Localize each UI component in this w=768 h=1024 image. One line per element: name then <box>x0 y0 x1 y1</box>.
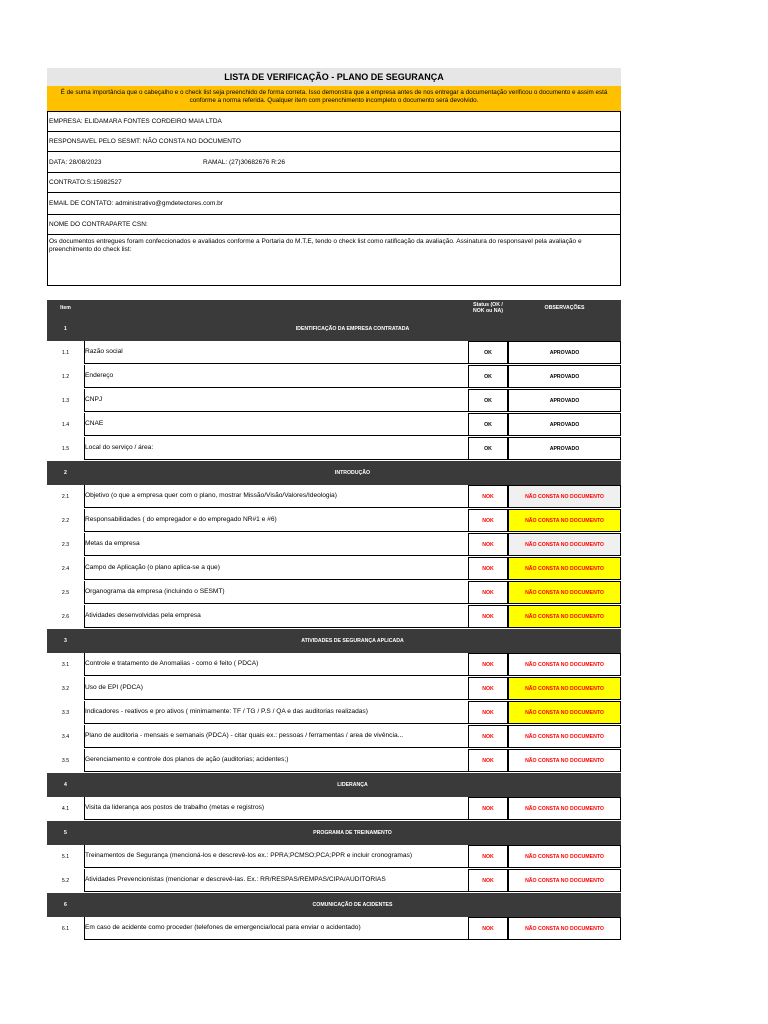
table-row <box>47 677 621 701</box>
item-description: Em caso de acidente como proceder (telefones de emergencia/local para enviar o acidentado) <box>84 917 468 940</box>
checklist-sheet <box>47 68 621 941</box>
observation-cell[interactable]: APROVADO <box>508 413 621 436</box>
item-description: Controle e tratamento de Anomalias - como é feito ( PDCA) <box>84 653 468 676</box>
observation-cell[interactable]: NÃO CONSTA NO DOCUMENTO <box>508 605 621 628</box>
table-row <box>47 389 621 413</box>
table-row <box>47 485 621 509</box>
status-cell[interactable]: NOK <box>468 749 508 772</box>
item-description: CNAE <box>84 413 468 436</box>
status-cell[interactable]: NOK <box>468 581 508 604</box>
section-header <box>47 461 621 485</box>
observation-cell[interactable]: NÃO CONSTA NO DOCUMENTO <box>508 749 621 772</box>
observation-cell[interactable]: NÃO CONSTA NO DOCUMENTO <box>508 653 621 676</box>
table-row <box>47 557 621 581</box>
status-cell[interactable]: NOK <box>468 509 508 532</box>
status-cell[interactable]: NOK <box>468 869 508 892</box>
item-number: 1.4 <box>61 422 70 428</box>
section-number: 4 <box>64 782 67 788</box>
item-number: 3.1 <box>61 662 70 668</box>
item-description: Organograma da empresa (incluindo o SESMT) <box>84 581 468 604</box>
table-row <box>47 533 621 557</box>
item-description: Endereço <box>84 365 468 388</box>
item-number: 6.1 <box>61 926 70 932</box>
status-cell[interactable]: NOK <box>468 797 508 820</box>
status-cell[interactable]: OK <box>468 341 508 364</box>
item-number: 2.1 <box>61 494 70 500</box>
observation-cell[interactable]: NÃO CONSTA NO DOCUMENTO <box>508 557 621 580</box>
email-row: EMAIL DE CONTATO: administrativo@gmdetectores.com.br <box>48 193 620 215</box>
table-row <box>47 437 621 461</box>
status-cell[interactable]: NOK <box>468 917 508 940</box>
item-description: Campo de Aplicação (o plano aplica-se a que) <box>84 557 468 580</box>
table-row <box>47 701 621 725</box>
item-number: 5.1 <box>61 854 70 860</box>
header-item: Item <box>60 305 71 311</box>
item-description: Objetivo (o que a empresa quer com o plano, mostrar Missão/Visão/Valores/Ideologia) <box>84 485 468 508</box>
section-title: INTRODUÇÃO <box>334 470 371 476</box>
table-row <box>47 797 621 821</box>
item-description: Uso de EPI (PDCA) <box>84 677 468 700</box>
observation-cell[interactable]: NÃO CONSTA NO DOCUMENTO <box>508 485 621 508</box>
section-header <box>47 629 621 653</box>
sesmt-row: RESPONSAVEL PELO SESMT: NÃO CONSTA NO DOCUMENTO <box>48 132 620 152</box>
section-title: ATIVIDADES DE SEGURANÇA APLICADA <box>301 638 404 644</box>
section-number: 5 <box>64 830 67 836</box>
item-number: 3.4 <box>61 734 70 740</box>
item-number: 3.5 <box>61 758 70 764</box>
item-number: 3.2 <box>61 686 70 692</box>
declaration-row: Os documentos entregues foram confeccionados e avaliados conforme a Portaria do M.T.E, tendo o check list como ratificação da avaliação. Assinatura do responsavel pela avaliação e preenchimento do check list: <box>49 238 582 253</box>
item-number: 2.5 <box>61 590 70 596</box>
observation-cell[interactable]: NÃO CONSTA NO DOCUMENTO <box>508 917 621 940</box>
item-description: Indicadores - reativos e pro ativos ( minimamente: TF / TG / P.S / QA e das auditorias realizadas) <box>84 701 468 724</box>
contract-row: CONTRATO:S:15982527 <box>48 173 620 193</box>
status-cell[interactable]: OK <box>468 365 508 388</box>
observation-cell[interactable]: NÃO CONSTA NO DOCUMENTO <box>508 533 621 556</box>
section-header <box>47 773 621 797</box>
section-header <box>47 317 621 341</box>
observation-cell[interactable]: NÃO CONSTA NO DOCUMENTO <box>508 677 621 700</box>
status-cell[interactable]: NOK <box>468 677 508 700</box>
table-row <box>47 341 621 365</box>
item-description: Plano de auditoria - mensais e semanais (PDCA) - citar quais ex.: pessoas / ferramentas / area de vivência... <box>84 725 468 748</box>
item-number: 2.3 <box>61 542 70 548</box>
table-row <box>47 845 621 869</box>
observation-cell[interactable]: NÃO CONSTA NO DOCUMENTO <box>508 581 621 604</box>
table-header <box>47 300 621 317</box>
item-number: 2.6 <box>61 614 70 620</box>
observation-cell[interactable]: APROVADO <box>508 341 621 364</box>
observation-cell[interactable]: NÃO CONSTA NO DOCUMENTO <box>508 701 621 724</box>
item-number: 1.2 <box>61 374 70 380</box>
table-row <box>47 749 621 773</box>
status-cell[interactable]: OK <box>468 389 508 412</box>
table-row <box>47 365 621 389</box>
item-description: Atividades Prevencionistas (mencionar e descrevê-las. Ex.: RR/RESPAS/REMPAS/CIPA/AUDITORIAS <box>84 869 468 892</box>
item-number: 3.3 <box>61 710 70 716</box>
status-cell[interactable]: NOK <box>468 557 508 580</box>
observation-cell[interactable]: NÃO CONSTA NO DOCUMENTO <box>508 845 621 868</box>
item-number: 4.1 <box>61 806 70 812</box>
item-number: 5.2 <box>61 878 70 884</box>
header-observations: OBSERVAÇÕES <box>544 305 585 311</box>
section-title: LIDERANÇA <box>337 782 368 788</box>
item-description: CNPJ <box>84 389 468 412</box>
ramal-value: RAMAL: (27)30682676 R:26 <box>203 159 286 166</box>
section-number: 2 <box>64 470 67 476</box>
observation-cell[interactable]: NÃO CONSTA NO DOCUMENTO <box>508 725 621 748</box>
instructions-notice: É de suma importância que o cabeçalho e o check list seja preenchido de forma correta. Isso demonstra que a empresa antes de nos entregar a documentação verificou o documento e assim está conforme a norma referida. Qualquer item com preenchimento incompleto o documento será devolvido. <box>47 86 621 111</box>
table-row <box>47 653 621 677</box>
section-title: IDENTIFICAÇÃO DA EMPRESA CONTRATADA <box>295 326 410 332</box>
header-info-block <box>47 111 621 286</box>
section-number: 3 <box>64 638 67 644</box>
table-row <box>47 917 621 941</box>
item-number: 2.2 <box>61 518 70 524</box>
observation-cell[interactable]: NÃO CONSTA NO DOCUMENTO <box>508 869 621 892</box>
item-description: Metas da empresa <box>84 533 468 556</box>
status-cell[interactable]: NOK <box>468 605 508 628</box>
section-number: 6 <box>64 902 67 908</box>
status-cell[interactable]: NOK <box>468 701 508 724</box>
item-number: 1.5 <box>61 446 70 452</box>
document-title: LISTA DE VERIFICAÇÃO - PLANO DE SEGURANÇA <box>47 68 621 86</box>
status-cell[interactable]: NOK <box>468 845 508 868</box>
section-header <box>47 893 621 917</box>
table-row <box>47 725 621 749</box>
observation-cell[interactable]: APROVADO <box>508 389 621 412</box>
counterpart-row: NOME DO CONTRAPARTE CSN: <box>48 215 620 235</box>
item-description: Responsabilidades ( do empregador e do empregado NR#1 e #6) <box>84 509 468 532</box>
status-cell[interactable]: OK <box>468 437 508 460</box>
table-row <box>47 869 621 893</box>
status-cell[interactable]: OK <box>468 413 508 436</box>
item-number: 2.4 <box>61 566 70 572</box>
item-description: Atividades desenvolvidas pela empresa <box>84 605 468 628</box>
section-number: 1 <box>64 326 67 332</box>
item-description: Razão social <box>84 341 468 364</box>
table-row <box>47 581 621 605</box>
table-row <box>47 413 621 437</box>
item-number: 1.1 <box>61 350 70 356</box>
table-row <box>47 605 621 629</box>
observation-cell[interactable]: NÃO CONSTA NO DOCUMENTO <box>508 797 621 820</box>
status-cell[interactable]: NOK <box>468 653 508 676</box>
observation-cell[interactable]: NÃO CONSTA NO DOCUMENTO <box>508 509 621 532</box>
status-cell[interactable]: NOK <box>468 533 508 556</box>
observation-cell[interactable]: APROVADO <box>508 437 621 460</box>
item-description: Visita da liderança aos postos de trabalho (metas e registros) <box>84 797 468 820</box>
date-value: DATA: 28/08/2023 <box>49 159 102 166</box>
item-description: Treinamentos de Segurança (mencioná-los e descrevê-los ex.: PPRA;PCMSO;PCA;PPR e incluir cronogramas) <box>84 845 468 868</box>
header-status: Status (OK / NOK ou NA) <box>473 302 503 314</box>
section-title: COMUNICAÇÃO DE ACIDENTES <box>312 902 393 908</box>
observation-cell[interactable]: APROVADO <box>508 365 621 388</box>
section-title: PROGRAMA DE TREINAMENTO <box>313 830 392 836</box>
status-cell[interactable]: NOK <box>468 725 508 748</box>
company-row: EMPRESA: ELIDAMARA FONTES CORDEIRO MAIA LTDA <box>48 112 620 132</box>
status-cell[interactable]: NOK <box>468 485 508 508</box>
checklist-rows <box>47 317 621 941</box>
date-row <box>48 152 620 173</box>
item-number: 1.3 <box>61 398 70 404</box>
item-description: Gerenciamento e controle dos planos de ação (auditorias; acidentes;) <box>84 749 468 772</box>
table-row <box>47 509 621 533</box>
item-description: Local do serviço / área: <box>84 437 468 460</box>
section-header <box>47 821 621 845</box>
